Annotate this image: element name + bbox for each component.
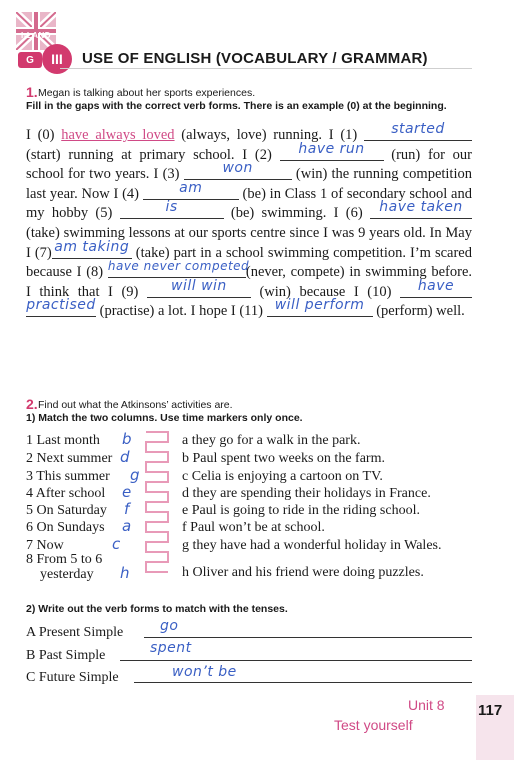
right-item-text: Paul spent two weeks on the farm.: [189, 451, 385, 466]
right-item-e: [182, 503, 482, 518]
flag-letters: I-LAND: [20, 31, 52, 40]
right-item-text: Celia is enjoying a cartoon on TV.: [188, 469, 383, 484]
gap-10-continued[interactable]: [26, 297, 96, 317]
tense-present-simple: [26, 625, 123, 641]
exercise-1-text: [26, 121, 473, 322]
right-item-letter: f: [182, 520, 187, 535]
tense-label: C Future Simple: [26, 670, 119, 685]
tense-future-simple: [26, 670, 119, 686]
right-item-letter: a: [182, 433, 189, 448]
gap-8[interactable]: [107, 259, 250, 278]
match-answer-6[interactable]: a: [122, 517, 132, 535]
section-label: Test yourself: [334, 717, 413, 733]
gap-6[interactable]: [370, 199, 472, 219]
left-item-label: 4 After school: [26, 486, 106, 501]
right-item-text: they have had a wonderful holiday in Wales.: [189, 538, 442, 553]
right-item-d: [182, 486, 482, 501]
text-segment: (never, compete) in swimming before. I think that I (9): [26, 264, 473, 300]
text-segment: (be) swimming. I (6): [223, 205, 370, 222]
gap-10[interactable]: [400, 277, 472, 298]
gap-5[interactable]: [120, 199, 224, 219]
left-item-label-line2: yesterday: [40, 567, 94, 582]
text-segment: (be) in Class 1 of secondary school and my hobby (5): [26, 185, 472, 222]
gap-11[interactable]: [267, 297, 373, 317]
gap-3-answer: won: [222, 160, 253, 177]
gap-11-answer: will perform: [274, 297, 365, 314]
right-item-letter: d: [182, 486, 189, 501]
section-badge: G: [18, 52, 42, 68]
left-item-1: [26, 433, 100, 449]
section-numeral: III: [42, 44, 72, 74]
gap-2-answer: have run: [298, 140, 365, 157]
gap-10-answer-continued: practised: [26, 297, 96, 314]
match-answer-3[interactable]: g: [130, 466, 141, 484]
text-segment: (win) the running competition last year. Now I (4): [26, 166, 472, 202]
left-item-label: 5 On Saturday: [26, 503, 107, 518]
gap-5-answer: is: [165, 199, 178, 216]
left-item-3: [26, 469, 110, 485]
match-answer-4[interactable]: e: [122, 483, 132, 501]
tense-past-line[interactable]: [120, 660, 472, 661]
left-item-label: 2 Next summer: [26, 451, 113, 466]
tense-future-line[interactable]: [134, 682, 472, 683]
gap-9[interactable]: [147, 277, 251, 298]
left-item-label: 8 From 5 to 6: [26, 552, 103, 567]
tense-past-answer: spent: [150, 640, 192, 656]
left-item-label: 1 Last month: [26, 433, 100, 448]
gap-10-answer: have: [417, 277, 455, 294]
left-item-label: 7 Now: [26, 538, 64, 553]
text-segment: I (0): [26, 127, 62, 143]
tense-label: B Past Simple: [26, 648, 106, 663]
right-item-c: [182, 469, 482, 484]
right-item-text: they go for a walk in the park.: [188, 433, 361, 448]
right-item-letter: e: [182, 503, 189, 518]
left-item-8: [26, 552, 102, 582]
text-segment: (win) because I (10): [250, 283, 400, 300]
right-item-letter: b: [182, 451, 189, 466]
gap-1-answer: started: [391, 121, 445, 137]
gap-7-answer: am taking: [54, 238, 130, 255]
right-item-text: Oliver and his friend were doing puzzles.: [189, 565, 424, 580]
match-answer-8[interactable]: h: [120, 564, 131, 582]
exercise-2-intro: Find out what the Atkinsons’ activities are.: [38, 399, 233, 411]
matching-connector-graphic: [140, 428, 174, 578]
example-answer: have always loved: [61, 127, 175, 143]
right-item-b: [182, 451, 482, 466]
text-segment: (perform) well.: [372, 303, 465, 320]
match-answer-2[interactable]: d: [120, 448, 131, 466]
exercise-2-instruction: 1) Match the two columns. Use time markers only once.: [26, 412, 303, 424]
tense-past-simple: [26, 648, 105, 664]
unit-label: Unit 8: [408, 697, 445, 713]
header-divider: [60, 68, 472, 69]
tense-future-answer: won’t be: [172, 664, 237, 680]
right-item-h: [182, 565, 482, 580]
text-segment: (take) swimming lessons at our sports centre since I was 9 years old. In May I (7): [26, 224, 472, 261]
text-segment: (practise) a lot. I hope I (11): [96, 303, 267, 320]
text-segment: (start) running at primary school. I (2): [26, 146, 280, 163]
right-item-letter: h: [182, 565, 189, 580]
tense-present-line[interactable]: [144, 637, 472, 638]
gap-3[interactable]: [184, 160, 292, 180]
left-item-6: [26, 520, 105, 536]
left-item-4: [26, 486, 105, 502]
gap-1[interactable]: [364, 121, 472, 141]
exercise-2-part2-instruction: 2) Write out the verb forms to match with the tenses.: [26, 603, 288, 615]
left-item-label: 6 On Sundays: [26, 520, 105, 535]
right-item-a: [182, 433, 482, 448]
match-answer-7[interactable]: c: [112, 535, 121, 553]
right-item-text: Paul is going to ride in the riding school.: [188, 503, 420, 518]
gap-7[interactable]: [52, 238, 132, 259]
right-item-text: they are spending their holidays in France.: [189, 486, 431, 501]
left-item-5: [26, 503, 107, 519]
left-item-label: 3 This summer: [26, 469, 110, 484]
exercise-1-instruction: Fill in the gaps with the correct verb forms. There is an example (0) at the beginning.: [26, 100, 447, 112]
right-item-letter: c: [182, 469, 189, 484]
page-number: 117: [478, 702, 503, 719]
exercise-1-number: 1.: [26, 84, 38, 100]
text-segment: (always, love) running. I (1): [174, 127, 364, 143]
tense-present-answer: go: [160, 618, 179, 634]
match-answer-1[interactable]: b: [122, 430, 133, 448]
exercise-2-number: 2.: [26, 396, 38, 412]
text-segment: (take) part in a school swimming competition. I’m scared because I (8): [26, 244, 472, 281]
right-item-text: Paul won’t be at school.: [186, 520, 325, 535]
match-answer-5[interactable]: f: [124, 500, 130, 518]
left-item-2: [26, 451, 112, 467]
tense-label: A Present Simple: [26, 625, 124, 640]
gap-8-answer: have never competed: [107, 259, 250, 274]
gap-4-answer: am: [179, 179, 203, 196]
right-item-g: [182, 538, 482, 553]
gap-6-answer: have taken: [379, 199, 463, 216]
gap-2[interactable]: [280, 140, 384, 161]
page-title: USE OF ENGLISH (VOCABULARY / GRAMMAR): [82, 50, 428, 67]
gap-4[interactable]: [143, 179, 239, 200]
gap-9-answer: will win: [171, 277, 227, 294]
text-segment: (run) for our school for two years. I (3): [26, 146, 472, 183]
exercise-1-intro: Megan is talking about her sports experiences.: [38, 87, 256, 99]
right-item-letter: g: [182, 538, 189, 553]
right-item-f: [182, 520, 482, 535]
